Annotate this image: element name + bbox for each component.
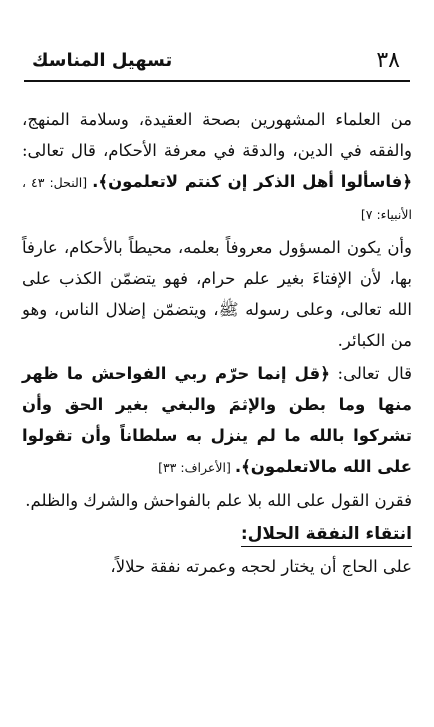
paragraph-1 (22, 104, 412, 230)
paragraph-4 (22, 485, 412, 516)
paragraph-1-text: من العلماء المشهورين بصحة العقيدة، وسلامة المنهج، والفقه في الدين، والدقة في معرفة الأحكام، قال تعالى: (22, 110, 412, 160)
running-title: تسهيل المناسك (32, 50, 173, 71)
page-number: ٣٨ (376, 48, 400, 73)
quran-quote-1: ﴿فاسألوا أهل الذكر إن كنتم لاتعلمون﴾. (92, 172, 413, 191)
paragraph-3-text: قال تعالى: (329, 364, 413, 383)
section-heading: انتقاء النفقة الحلال: (241, 522, 412, 547)
page-body (22, 104, 412, 582)
section-paragraph-text: على الحاج أن يختار لحجه وعمرته نفقة حلالاً، (110, 557, 412, 576)
page-header (24, 44, 410, 82)
paragraph-2 (22, 232, 412, 356)
section-paragraph (22, 551, 412, 582)
verse-reference-2: [الأعراف: ٣٣] (158, 460, 235, 475)
paragraph-2-text: وأن يكون المسؤول معروفاً بعلمه، محيطاً بالأحكام، عارفاً بها، لأن الإفتاءَ بغير علم حرام، فهو يتضمّن الكذب على الله تعالى، وعلى رسوله ﷺ، ويتضمّن إضلال الناس، وهو من الكبائر. (22, 238, 412, 350)
quran-quote-2: ﴿قل إنما حرّم ربي الفواحش ما ظهر منها وما بطن والإثمَ والبغي بغير الحق وأن تشركوا بالله ما لم ينزل به سلطاناً وأن تقولوا على الله مالاتعلمون﴾. (22, 364, 412, 476)
paragraph-4-text: فقرن القول على الله بلا علم بالفواحش والشرك والظلم. (25, 491, 412, 510)
verse-reference-1: [النحل: ٤٣ ، الأنبياء: ٧] (22, 175, 412, 222)
paragraph-3 (22, 358, 412, 483)
